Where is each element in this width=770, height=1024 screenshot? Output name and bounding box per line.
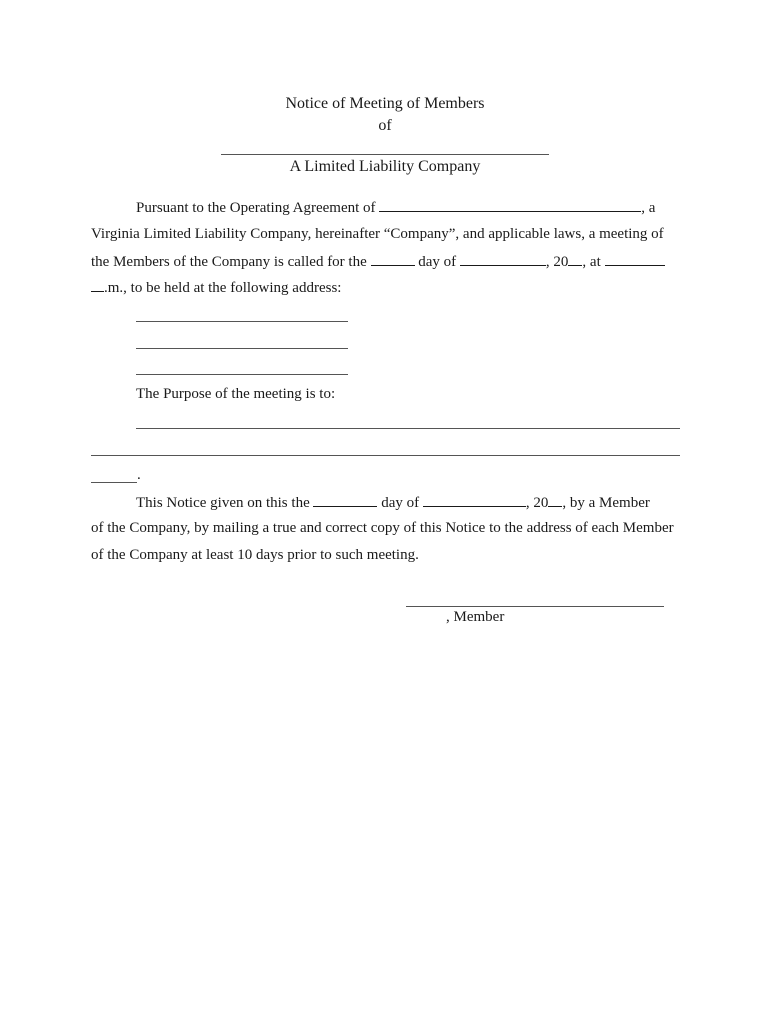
para2-line1 <box>136 493 650 512</box>
address-line-1[interactable] <box>136 321 348 322</box>
meeting-time-blank[interactable] <box>605 252 665 266</box>
operating-agreement-blank[interactable] <box>379 198 641 212</box>
notice-year-blank[interactable] <box>548 493 562 507</box>
meeting-day-blank[interactable] <box>371 252 415 266</box>
para2-line2: of the Company, by mailing a true and correct copy of this Notice to the address of each Member <box>91 520 674 536</box>
title-line2: of <box>378 117 392 134</box>
signature-line[interactable] <box>406 606 664 607</box>
para1-line4-text: .m., to be held at the following address: <box>104 280 342 296</box>
para1-line3 <box>91 252 665 271</box>
purpose-line-3[interactable] <box>91 482 137 483</box>
company-name-field[interactable] <box>221 154 549 155</box>
para1-line2: Virginia Limited Liability Company, hereinafter “Company”, and applicable laws, a meeting of <box>91 226 664 242</box>
address-line-3[interactable] <box>136 374 348 375</box>
meeting-year-blank[interactable] <box>568 252 582 266</box>
para1-line1-text: Pursuant to the Operating Agreement of <box>136 200 376 216</box>
purpose-label: The Purpose of the meeting is to: <box>136 386 336 402</box>
para2-line1-c: , 20 <box>525 495 549 511</box>
para2-line1-a: This Notice given on this the <box>136 495 310 511</box>
title-line1: Notice of Meeting of Members <box>285 95 485 112</box>
para2-line1-b: day of <box>381 495 420 511</box>
am-pm-blank[interactable] <box>91 278 104 292</box>
purpose-line-1[interactable] <box>136 428 680 429</box>
para2-line1-d: , by a Member <box>562 495 650 511</box>
notice-day-blank[interactable] <box>313 493 377 507</box>
meeting-month-blank[interactable] <box>460 252 546 266</box>
purpose-period: . <box>137 467 141 483</box>
address-line-2[interactable] <box>136 348 348 349</box>
para2-line3: of the Company at least 10 days prior to such meeting. <box>91 547 419 563</box>
para1-line3-c: , 20 <box>545 254 569 270</box>
signature-label: , Member <box>446 609 505 625</box>
para1-line4 <box>91 278 341 297</box>
para1-line3-b: day of <box>418 254 457 270</box>
para1-line1 <box>136 198 655 217</box>
para1-line1-end: , a <box>641 200 656 216</box>
company-title: A Limited Liability Company <box>289 158 481 175</box>
para1-line3-d: , at <box>582 254 601 270</box>
notice-month-blank[interactable] <box>423 493 526 507</box>
para1-line3-a: the Members of the Company is called for the <box>91 254 367 270</box>
purpose-line-2[interactable] <box>91 455 680 456</box>
